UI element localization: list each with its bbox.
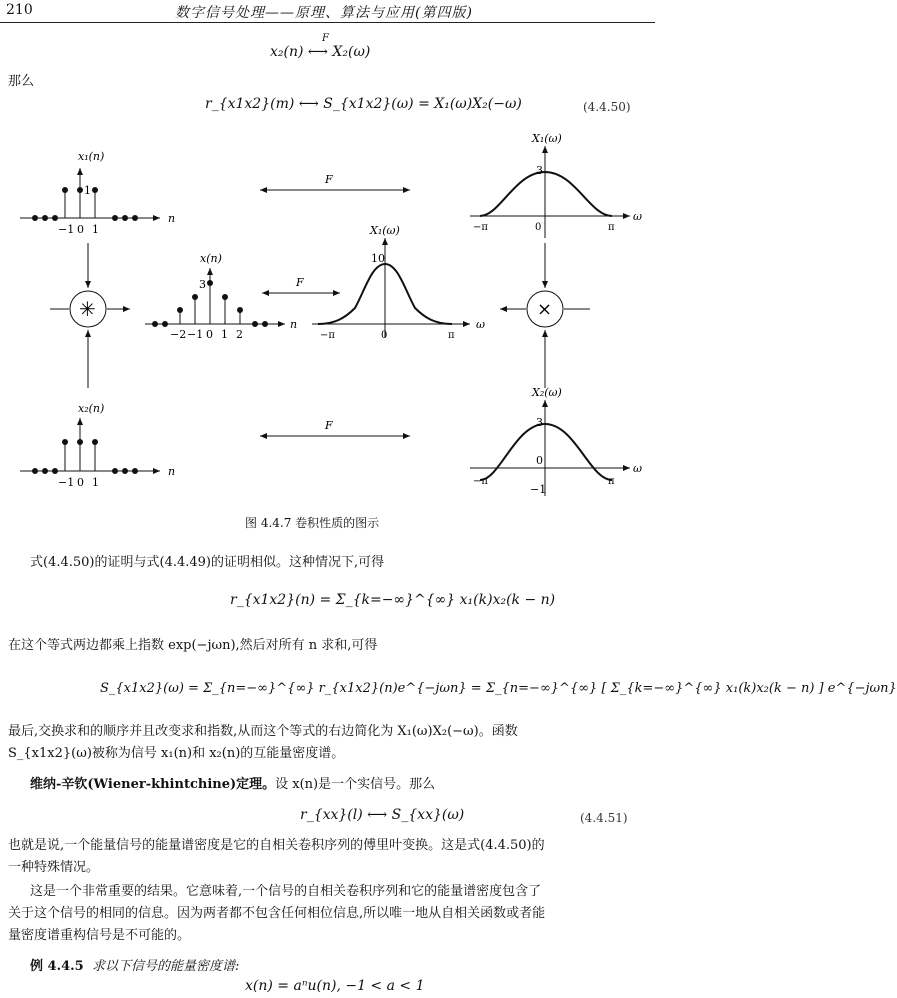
paragraph-1: 式(4.4.50)的证明与式(4.4.49)的证明相似。这种情况下,可得 xyxy=(30,555,385,570)
example-label: 例 4.4.5 xyxy=(30,959,84,974)
svg-text:−1: −1 xyxy=(530,483,547,496)
svg-text:1: 1 xyxy=(92,476,99,489)
paragraph-5-line-1: 这是一个非常重要的结果。它意味着,一个信号的自相关卷积序列和它的能量谱密度包含了 xyxy=(30,884,542,899)
svg-text:n: n xyxy=(168,465,176,478)
svg-text:n: n xyxy=(290,318,298,331)
running-title: 数字信号处理——原理、算法与应用(第四版) xyxy=(175,5,473,21)
svg-text:−1: −1 xyxy=(58,476,75,489)
example-text: 求以下信号的能量密度谱: xyxy=(91,959,240,974)
svg-text:x(n): x(n) xyxy=(200,252,222,265)
convolution-symbol: ✳ xyxy=(79,297,96,321)
paragraph-4-line-2: 一种特殊情况。 xyxy=(8,860,100,875)
svg-text:3: 3 xyxy=(536,416,543,429)
svg-text:0: 0 xyxy=(381,330,388,341)
svg-text:10: 10 xyxy=(371,252,385,265)
convolution-property-figure xyxy=(0,128,655,508)
transform-symbol: F xyxy=(322,33,329,44)
svg-text:0: 0 xyxy=(77,223,84,236)
svg-text:−2: −2 xyxy=(170,328,187,341)
svg-text:−1: −1 xyxy=(58,223,75,236)
equation-4-4-50: r_{x1x2}(m) ⟷ S_{x1x2}(ω) = X₁(ω)X₂(−ω) xyxy=(205,96,522,112)
x-sequence-plot xyxy=(145,252,297,341)
svg-text:1: 1 xyxy=(221,328,228,341)
svg-text:−π: −π xyxy=(320,330,335,341)
svg-text:F: F xyxy=(325,419,333,432)
x1-value-1: 1 xyxy=(84,184,91,197)
svg-text:π: π xyxy=(608,222,615,233)
svg-text:X₁(ω): X₁(ω) xyxy=(370,224,400,237)
theorem-title: 维纳-辛钦(Wiener-khintchine)定理。 xyxy=(30,777,276,792)
paragraph-4-line-1: 也就是说,一个能量信号的能量谱密度是它的自相关卷积序列的傅里叶变换。这是式(4.4.50)的 xyxy=(8,838,545,853)
equation-number-4-4-51: (4.4.51) xyxy=(580,811,628,825)
equation-4-4-51: r_{xx}(l) ⟷ S_{xx}(ω) xyxy=(300,807,465,823)
svg-text:X₂(ω): X₂(ω) xyxy=(532,386,562,399)
svg-text:−1: −1 xyxy=(187,328,204,341)
svg-text:0: 0 xyxy=(535,222,542,233)
svg-text:ω: ω xyxy=(476,318,485,331)
equation-cross-spectrum: S_{x1x2}(ω) = Σ_{n=−∞}^{∞} r_{x1x2}(n)e^{−jωn} = Σ_{n=−∞}^{∞} [ Σ_{k=−∞}^{∞} x₁(k)x₂(k − n) ] e^{−jωn} xyxy=(100,681,897,696)
paragraph-2: 在这个等式两边都乘上指数 exp(−jωn),然后对所有 n 求和,可得 xyxy=(8,638,378,653)
svg-text:x₂(n): x₂(n) xyxy=(78,402,105,415)
svg-text:π: π xyxy=(608,476,615,487)
X1-spectrum-plot xyxy=(470,132,642,238)
product-spectrum-plot xyxy=(312,224,485,341)
then-text: 那么 xyxy=(8,74,35,89)
svg-text:3: 3 xyxy=(536,164,543,177)
equation-cross-correlation: r_{x1x2}(n) = Σ_{k=−∞}^{∞} x₁(k)x₂(k − n) xyxy=(230,592,556,608)
svg-text:ω: ω xyxy=(633,210,642,223)
multiplication-symbol: × xyxy=(537,299,553,320)
svg-text:3: 3 xyxy=(199,278,206,291)
svg-text:2: 2 xyxy=(236,328,243,341)
svg-text:0: 0 xyxy=(206,328,213,341)
paragraph-5-line-3: 量密度谱重构信号是不可能的。 xyxy=(8,928,191,943)
x1-label: x₁(n) xyxy=(78,150,105,163)
svg-text:0: 0 xyxy=(77,476,84,489)
figure-caption: 图 4.4.7 卷积性质的图示 xyxy=(245,516,380,530)
paragraph-5-line-2: 关于这个信号的相同的信息。因为两者都不包含任何相位信息,所以唯一地从自相关函数或者能 xyxy=(8,906,546,921)
transform-pair-x2: x₂(n) ⟷ X₂(ω) xyxy=(270,44,371,60)
paragraph-3-line-2: S_{x1x2}(ω)被称为信号 x₁(n)和 x₂(n)的互能量密度谱。 xyxy=(8,746,345,761)
page-number: 210 xyxy=(6,2,33,18)
svg-text:F: F xyxy=(325,173,333,186)
svg-text:π: π xyxy=(448,330,455,341)
example-equation: x(n) = aⁿu(n), −1 < a < 1 xyxy=(245,978,425,994)
theorem-text: 设 x(n)是一个实信号。那么 xyxy=(275,777,436,792)
svg-text:ω: ω xyxy=(633,462,642,475)
svg-text:0: 0 xyxy=(536,454,543,467)
equation-number-4-4-50: (4.4.50) xyxy=(583,100,631,114)
svg-text:X₁(ω): X₁(ω) xyxy=(532,132,562,145)
x1-sequence-plot xyxy=(20,150,175,236)
paragraph-3-line-1: 最后,交换求和的顺序并且改变求和指数,从而这个等式的右边简化为 X₁(ω)X₂(−ω)。函数 xyxy=(8,724,518,739)
x2-sequence-plot xyxy=(20,402,175,489)
svg-text:−π: −π xyxy=(473,222,488,233)
svg-text:F: F xyxy=(296,276,304,289)
svg-text:−π: −π xyxy=(473,476,488,487)
svg-text:n: n xyxy=(168,212,176,225)
X2-spectrum-plot xyxy=(470,386,642,496)
svg-text:1: 1 xyxy=(92,223,99,236)
